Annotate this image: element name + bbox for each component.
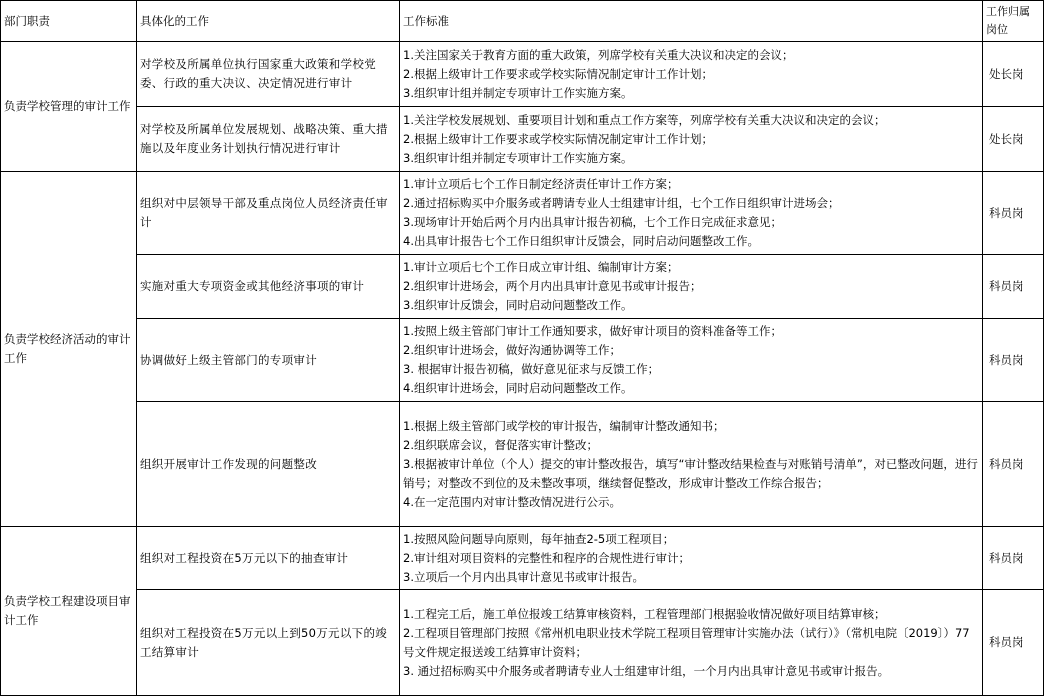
standard-line: 2.工程项目管理部门按照《常州机电职业技术学院工程项目管理审计实施办法（试行）》（常机电院〔2019〕）77号文件规定报送竣工结算审计资料；: [403, 625, 970, 659]
task-cell: 组织对中层领导干部及重点岗位人员经济责任审计: [137, 172, 400, 255]
standard-cell: [400, 402, 983, 527]
standard-line: 3.组织审计组并制定专项审计工作实施方案。: [403, 85, 633, 100]
standard-line: 2.组织联席会议，督促落实审计整改；: [403, 437, 598, 452]
duty-cell: 负责学校管理的审计工作: [1, 42, 137, 172]
standard-line: 4.出具审计报告七个工作日组织审计反馈会，同时启动问题整改工作。: [403, 234, 759, 248]
standard-line: 3.根据被审计单位（个人）提交的审计整改报告，填写“审计整改结果检查与对账销号清单”，对已整改问题，进行销号；对整改不到位的及未整改事项，继续督促整改，形成审计整改工作综合报告；: [403, 456, 978, 490]
standard-line: 1.根据上级主管部门或学校的审计报告，编制审计整改通知书；: [403, 418, 725, 433]
standard-line: 3. 通过招标购买中介服务或者聘请专业人士组建审计组，一个月内出具审计意见书或审计报告。: [403, 663, 890, 678]
standard-line: 3. 根据审计报告初稿，做好意见征求与反馈工作；: [403, 362, 660, 376]
standard-cell: [400, 255, 983, 319]
standard-line: 3.组织审计反馈会，同时启动问题整改工作。: [403, 298, 633, 312]
standard-cell: [400, 527, 983, 590]
standard-line: 1.按照上级主管部门审计工作通知要求，做好审计项目的资料准备等工作；: [403, 324, 782, 338]
post-cell: 科员岗: [983, 402, 1044, 527]
table-header-row: [1, 1, 1044, 42]
post-cell: 科员岗: [983, 319, 1044, 402]
table-row: [1, 402, 1044, 527]
post-cell: 科员岗: [983, 172, 1044, 255]
standard-line: 2.根据上级审计工作要求或学校实际情况制定审计工作计划；: [403, 131, 713, 146]
task-cell: 组织对工程投资在5万元以上到50万元以下的竣工结算审计: [137, 590, 400, 696]
standard-cell: [400, 107, 983, 172]
standard-line: 2.组织审计进场会，做好沟通协调等工作；: [403, 343, 621, 357]
standard-cell: [400, 42, 983, 107]
task-cell: 协调做好上级主管部门的专项审计: [137, 319, 400, 402]
standard-line: 2.根据上级审计工作要求或学校实际情况制定审计工作计划；: [403, 66, 713, 81]
standard-cell: [400, 590, 983, 696]
table-row: [1, 172, 1044, 255]
standard-cell: [400, 172, 983, 255]
table-row: [1, 319, 1044, 402]
header-task: 具体化的工作: [137, 1, 400, 42]
post-cell: 科员岗: [983, 255, 1044, 319]
standard-line: 4.在一定范围内对审计整改情况进行公示。: [403, 494, 621, 509]
post-cell: 处长岗: [983, 42, 1044, 107]
duty-cell: 负责学校经济活动的审计工作: [1, 172, 137, 527]
task-cell: 对学校及所属单位执行国家重大政策和学校党委、行政的重大决议、决定情况进行审计: [137, 42, 400, 107]
standard-line: 2.审计组对项目资料的完整性和程序的合规性进行审计；: [403, 550, 690, 565]
header-post: 工作归属岗位: [983, 1, 1044, 42]
standard-line: 4.组织审计进场会，同时启动问题整改工作。: [403, 381, 633, 395]
header-duty: 部门职责: [1, 1, 137, 42]
standard-line: 1.关注学校发展规划、重要项目计划和重点工作方案等，列席学校有关重大决议和决定的会议；: [403, 112, 886, 127]
task-cell: 组织对工程投资在5万元以下的抽查审计: [137, 527, 400, 590]
standard-line: 1.审计立项后七个工作日成立审计组、编制审计方案；: [403, 260, 679, 274]
duty-cell: 负责学校工程建设项目审计工作: [1, 527, 137, 696]
task-cell: 对学校及所属单位发展规划、战略决策、重大措施以及年度业务计划执行情况进行审计: [137, 107, 400, 172]
standard-line: 2.通过招标购买中介服务或者聘请专业人士组建审计组，七个工作日组织审计进场会；: [403, 196, 840, 210]
standard-line: 1.审计立项后七个工作日制定经济责任审计工作方案；: [403, 177, 679, 191]
table-row: [1, 255, 1044, 319]
post-cell: 科员岗: [983, 527, 1044, 590]
standard-line: 1.关注国家关于教育方面的重大政策，列席学校有关重大决议和决定的会议；: [403, 47, 794, 62]
standard-line: 2.组织审计进场会，两个月内出具审计意见书或审计报告；: [403, 279, 702, 293]
table-row: [1, 590, 1044, 696]
task-cell: 实施对重大专项资金或其他经济事项的审计: [137, 255, 400, 319]
post-cell: 科员岗: [983, 590, 1044, 696]
header-standard: 工作标准: [400, 1, 983, 42]
standard-line: 1.工程完工后，施工单位报竣工结算审核资料，工程管理部门根据验收情况做好项目结算审核；: [403, 606, 886, 621]
standard-cell: [400, 319, 983, 402]
table-row: [1, 107, 1044, 172]
standard-line: 3.立项后一个月内出具审计意见书或审计报告。: [403, 569, 644, 584]
task-cell: 组织开展审计工作发现的问题整改: [137, 402, 400, 527]
standard-line: 3.现场审计开始后两个月内出具审计报告初稿，七个工作日完成征求意见；: [403, 215, 782, 229]
standard-line: 3.组织审计组并制定专项审计工作实施方案。: [403, 150, 633, 165]
table-row: [1, 42, 1044, 107]
standard-line: 1.按照风险问题导向原则，每年抽查2-5项工程项目；: [403, 531, 675, 546]
post-cell: 处长岗: [983, 107, 1044, 172]
table-row: [1, 527, 1044, 590]
